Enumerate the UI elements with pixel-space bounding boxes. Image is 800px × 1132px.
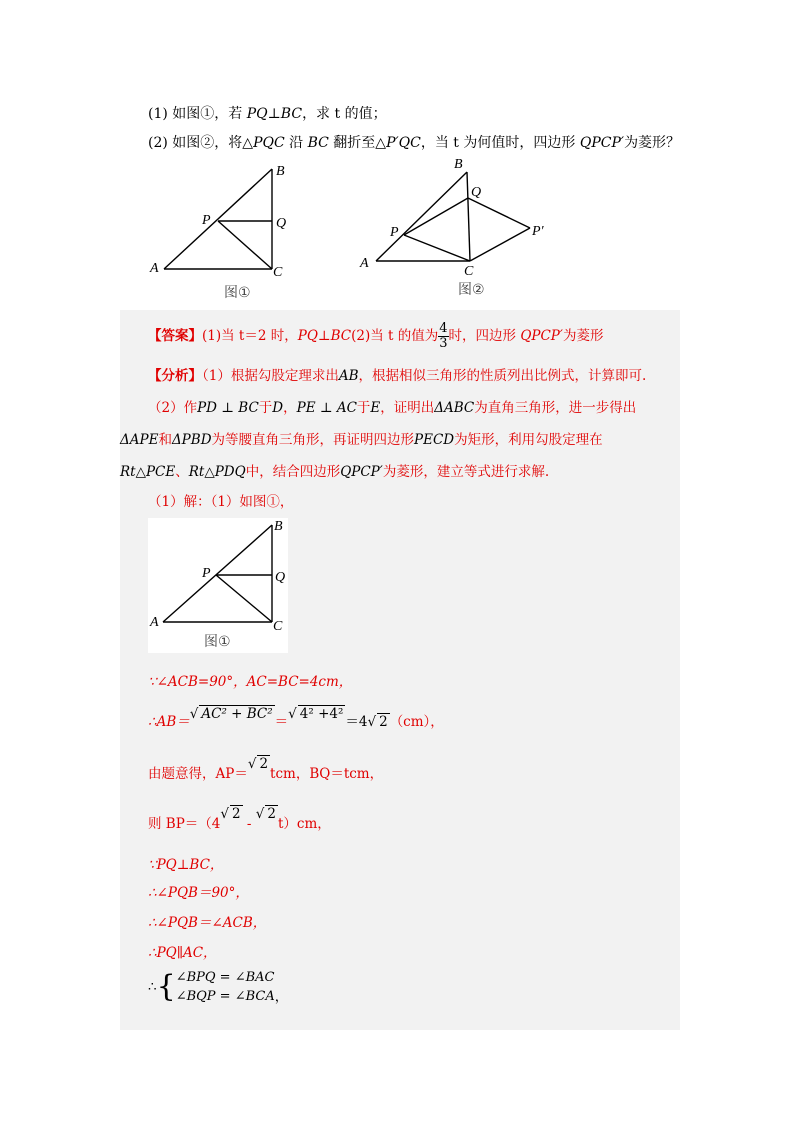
sqrt-radicand: 2	[379, 714, 388, 730]
point-label-c: C	[464, 264, 474, 279]
line-bc	[467, 172, 470, 261]
analysis-math: AB	[338, 368, 359, 384]
point-label-p: P	[202, 566, 211, 581]
line-pc	[216, 575, 272, 622]
sqrt-expression: √ AC² + BC²	[189, 706, 273, 722]
sqrt-radicand: 2	[232, 806, 241, 822]
question-2-math-4: QPCP′	[579, 135, 625, 151]
sqrt-radicand: 4² +4²	[299, 706, 344, 722]
analysis-math: QPCP′	[340, 464, 383, 480]
solution-step-4	[148, 806, 331, 832]
solution-step-3	[148, 756, 384, 782]
answer-text-4: 为菱形	[562, 328, 604, 344]
point-label-b: B	[454, 157, 463, 172]
question-1	[148, 103, 387, 123]
question-2-math-2: BC	[307, 135, 329, 151]
line-ab	[376, 172, 467, 261]
sqrt-radicand: AC² + BC²	[201, 706, 273, 722]
solution-step-2	[148, 706, 444, 730]
analysis-math: Rt△PCE	[120, 464, 176, 480]
question-2	[148, 132, 680, 152]
solution-step-5: ∵PQ⊥BC，	[148, 857, 224, 873]
analysis-math: ΔAPE	[120, 432, 159, 448]
solution-step-7: ∴∠PQB＝∠ACB，	[148, 915, 267, 931]
answer-text-2: (2)当 t 的值为	[351, 328, 439, 344]
solution-step-9	[148, 968, 288, 1006]
solution-text: ＝4	[345, 714, 368, 730]
analysis-text: 为等腰直角三角形，再证明四边形	[211, 432, 415, 448]
point-label-q: Q	[471, 185, 482, 200]
analysis-text: 中，结合四边形	[245, 464, 341, 480]
solution-text: ＝	[274, 714, 289, 730]
answer-text-1: (1)当 t＝2 时，	[202, 328, 298, 344]
solution-text: （cm），	[389, 714, 444, 730]
point-label-a: A	[150, 261, 159, 276]
equation-line: ∠BPQ = ∠BAC	[175, 970, 275, 985]
sqrt-expression: √ 2	[247, 756, 269, 772]
question-2-math-1: PQC	[253, 135, 285, 151]
analysis-math: D	[272, 400, 284, 416]
line-pc	[218, 221, 272, 269]
analysis-text: 为菱形，建立等式进行求解.	[382, 464, 550, 480]
solution-text: t）cm，	[277, 816, 331, 832]
equation-line: ∠BQP = ∠BCA	[175, 989, 275, 1004]
solution-text: 由题意得，AP＝	[148, 766, 248, 782]
question-2-text-1: 沿	[284, 135, 308, 151]
sqrt-radicand: 2	[267, 806, 276, 822]
point-label-a: A	[150, 615, 159, 630]
analysis-tag: 【分析】	[148, 368, 202, 384]
line-pc	[404, 235, 470, 261]
answer-math-2: QPCP′	[520, 328, 563, 344]
solution-step-8: ∴PQ∥AC，	[148, 945, 217, 961]
sqrt-expression: √ 2	[220, 806, 241, 822]
point-label-c: C	[273, 265, 283, 280]
fraction-numerator: 4	[439, 321, 448, 336]
left-brace-icon: {	[156, 969, 176, 1004]
question-1-prefix: (1) 如图①，若	[148, 106, 247, 122]
point-label-a: A	[360, 256, 369, 271]
line-qp-prime	[468, 198, 530, 228]
analysis-line-4	[120, 460, 549, 480]
answer-line	[148, 322, 603, 351]
question-2-prefix: (2) 如图②，将△	[148, 135, 254, 151]
answer-tag: 【答案】	[148, 328, 202, 344]
solution-figure-caption: 图①	[204, 634, 231, 650]
analysis-math: Rt△PDQ	[188, 464, 246, 480]
question-1-math: PQ⊥BC	[246, 106, 303, 122]
figure-1-diagram	[140, 160, 300, 305]
analysis-text: （2）作	[148, 400, 198, 416]
figure-2-caption: 图②	[458, 282, 485, 298]
question-2-math-3: P′QC	[386, 135, 421, 151]
analysis-line-2	[148, 396, 636, 416]
solution-intro: （1）解：（1）如图①，	[148, 494, 294, 510]
point-label-c: C	[273, 619, 283, 634]
point-label-p: P	[390, 225, 399, 240]
solution-figure-1	[148, 518, 288, 653]
analysis-text: （1）根据勾股定理求出	[202, 368, 339, 384]
solution-step-1: ∵∠ACB=90°，AC=BC=4cm，	[148, 674, 353, 690]
solution-text: ∴	[148, 979, 157, 995]
solution-step-6: ∴∠PQB＝90°，	[148, 885, 249, 901]
sqrt-expression: √ 4² +4²	[288, 706, 344, 722]
analysis-math: ΔPBD	[171, 432, 212, 448]
line-cp-prime	[470, 228, 530, 261]
answer-text-3: 时，四边形	[448, 328, 521, 344]
analysis-text: 于	[258, 400, 273, 416]
analysis-text: 于	[356, 400, 371, 416]
point-label-p: P	[202, 213, 211, 228]
line-pq	[404, 198, 468, 235]
fraction-denominator: 3	[439, 336, 448, 351]
point-label-b: B	[276, 164, 285, 179]
figure-1-caption: 图①	[224, 285, 251, 301]
analysis-text: ，根据相似三角形的性质列出比例式，计算即可.	[358, 368, 647, 384]
equation-system	[176, 968, 275, 1006]
sqrt-expression: √ 2	[367, 714, 388, 730]
solution-text: -	[242, 816, 256, 832]
question-1-suffix: ，求 t 的值；	[302, 106, 387, 122]
question-2-suffix: 为菱形？	[624, 135, 681, 151]
answer-fraction	[438, 322, 448, 351]
analysis-text: 和	[158, 432, 172, 448]
solution-text: 则 BP＝（4	[148, 816, 221, 832]
sqrt-expression: √ 2	[255, 806, 276, 822]
question-2-text-3: ，当 t 为何值时，四边形	[420, 135, 580, 151]
solution-text: ，	[274, 989, 289, 1005]
point-label-q: Q	[275, 570, 286, 585]
figure-2-diagram	[350, 150, 560, 300]
analysis-math: PECD	[414, 432, 455, 448]
analysis-math: PD ⊥ BC	[197, 400, 259, 416]
analysis-text: ，	[283, 400, 297, 416]
analysis-math: ΔABC	[434, 400, 475, 416]
analysis-text: ，证明出	[380, 400, 435, 416]
sqrt-radicand: 2	[259, 756, 269, 772]
answer-math-1: PQ⊥BC	[297, 328, 352, 344]
solution-text: tcm，BQ＝tcm，	[270, 766, 384, 782]
analysis-text: 为直角三角形，进一步得出	[474, 400, 637, 416]
solution-text: ∴AB＝	[148, 714, 190, 730]
analysis-math: E	[370, 400, 381, 416]
analysis-math: PE ⊥ AC	[296, 400, 357, 416]
analysis-line-1	[148, 364, 646, 384]
point-label-p-prime: P′	[532, 224, 544, 239]
point-label-q: Q	[276, 216, 287, 231]
analysis-line-3	[120, 428, 603, 448]
point-label-b: B	[274, 519, 283, 534]
question-2-text-2: 翻折至△	[328, 135, 387, 151]
analysis-text: 为矩形，利用勾股定理在	[454, 432, 603, 448]
analysis-text: 、	[175, 464, 189, 480]
